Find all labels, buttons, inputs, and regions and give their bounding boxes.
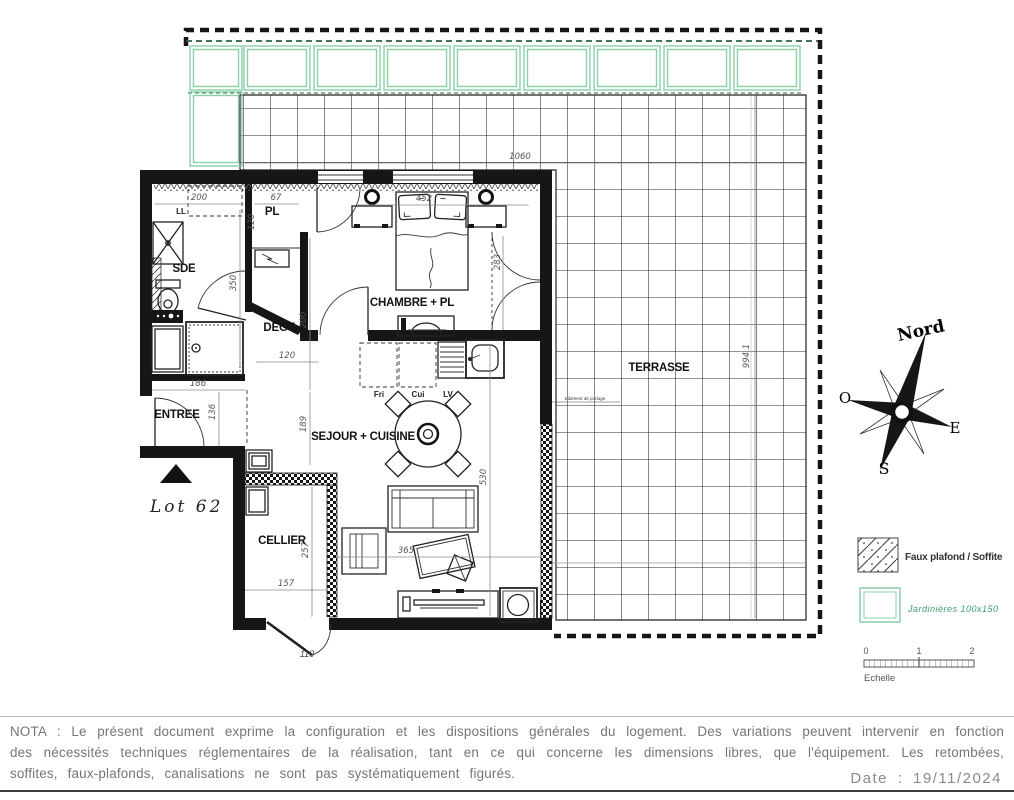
compass-west: O bbox=[838, 389, 852, 407]
footer-divider-top bbox=[0, 716, 1014, 717]
dim-entree-width: 186 bbox=[189, 379, 207, 389]
dim-terrasse-height: 994.1 bbox=[742, 343, 752, 369]
compass-rose bbox=[839, 316, 961, 478]
legend-hatch-swatch bbox=[858, 538, 898, 572]
terrace-annotation: Bâtiment de partage bbox=[564, 396, 606, 401]
dim-terrasse-width: 1060 bbox=[509, 152, 531, 162]
dim-sejour-width: 365 bbox=[397, 546, 415, 556]
scale-tick-2: 2 bbox=[969, 646, 975, 656]
nota-text: NOTA : Le présent document exprime la configuration et les dispositions générales du logement. Des variations peuvent intervenir en fonction des nécessités techniques réglementaires de la réalisation, tant en ce qui concerne les dimensions libres, que l'équipement. Les retombées, soffites, faux-plafonds, canalisations ne sont pas systématiquement figurés. bbox=[10, 724, 1004, 781]
room-label-cellier: CELLIER bbox=[258, 535, 306, 547]
room-label-sde: SDE bbox=[172, 263, 196, 275]
room-label-chambre: CHAMBRE + PL bbox=[369, 297, 455, 309]
legend bbox=[858, 538, 1003, 684]
dim-pl-depth: 120 bbox=[247, 213, 257, 231]
date-label: Date : 19/11/2024 bbox=[850, 770, 1002, 787]
cellier-partition-right bbox=[327, 485, 337, 617]
roller-shutter-icon-2 bbox=[480, 191, 493, 204]
lot-label: Lot 62 bbox=[150, 497, 224, 517]
legend-faux-plafond-label: Faux plafond / Soffite bbox=[905, 552, 1003, 563]
wall-chambre-sejour bbox=[368, 330, 552, 341]
door-note: 110 bbox=[299, 649, 315, 659]
washer-label: LL bbox=[176, 207, 186, 216]
room-label-terrasse: TERRASSE bbox=[628, 362, 690, 374]
cooker-label: Cui bbox=[411, 390, 425, 399]
dim-pl-width: 67 bbox=[270, 193, 282, 203]
dim-entree-height: 136 bbox=[208, 403, 218, 421]
dim-degt-height: 200 bbox=[299, 311, 309, 329]
compass-hub bbox=[893, 403, 911, 421]
dim-sde-width: 200 bbox=[190, 193, 208, 203]
apartment bbox=[140, 170, 552, 659]
roller-shutter-icon bbox=[366, 191, 379, 204]
compass-north: Nord bbox=[895, 316, 947, 346]
wall-cellier-left bbox=[233, 446, 245, 630]
legend-green-swatch bbox=[860, 588, 900, 622]
wall-right-upper bbox=[540, 170, 552, 424]
room-label-sejour: SEJOUR + CUISINE bbox=[311, 431, 415, 443]
legend-jardinieres-label: Jardinières 100x150 bbox=[908, 604, 999, 614]
scale-tick-1: 1 bbox=[916, 646, 922, 656]
dim-cellier-width: 157 bbox=[277, 579, 295, 589]
faux-plafond-band bbox=[154, 184, 538, 191]
dim-bed-width: 452 bbox=[415, 194, 433, 204]
footer-divider-bottom bbox=[0, 790, 1014, 792]
cellier-partition-top bbox=[245, 473, 337, 485]
exterior-door bbox=[266, 617, 331, 655]
compass-east: E bbox=[949, 419, 961, 437]
dim-cellier-height: 257 bbox=[301, 541, 311, 559]
compass-south: S bbox=[878, 459, 890, 478]
room-label-degt: DEGT bbox=[263, 322, 295, 334]
scale-tick-0: 0 bbox=[863, 646, 869, 656]
dim-sejour-height: 530 bbox=[479, 468, 489, 486]
window-top-2 bbox=[393, 171, 473, 183]
dim-sejour-upper: 189 bbox=[299, 415, 309, 433]
room-label-pl: PL bbox=[264, 206, 280, 218]
fridge-label: Fri bbox=[373, 390, 385, 399]
dim-closet-height: 283 bbox=[493, 253, 503, 271]
dim-sde-height: 350 bbox=[229, 274, 239, 292]
scale-title: Echelle bbox=[864, 673, 896, 684]
wall-sde-east bbox=[245, 184, 252, 312]
sliding-bay-door bbox=[541, 424, 552, 618]
room-label-entree: ENTREE bbox=[154, 409, 200, 421]
dishwasher-label: LV bbox=[443, 390, 453, 399]
window-top-1 bbox=[318, 171, 363, 183]
wall-entree-bottom bbox=[140, 446, 245, 458]
scale-bar bbox=[863, 646, 974, 684]
dim-degt-width: 120 bbox=[278, 351, 296, 361]
